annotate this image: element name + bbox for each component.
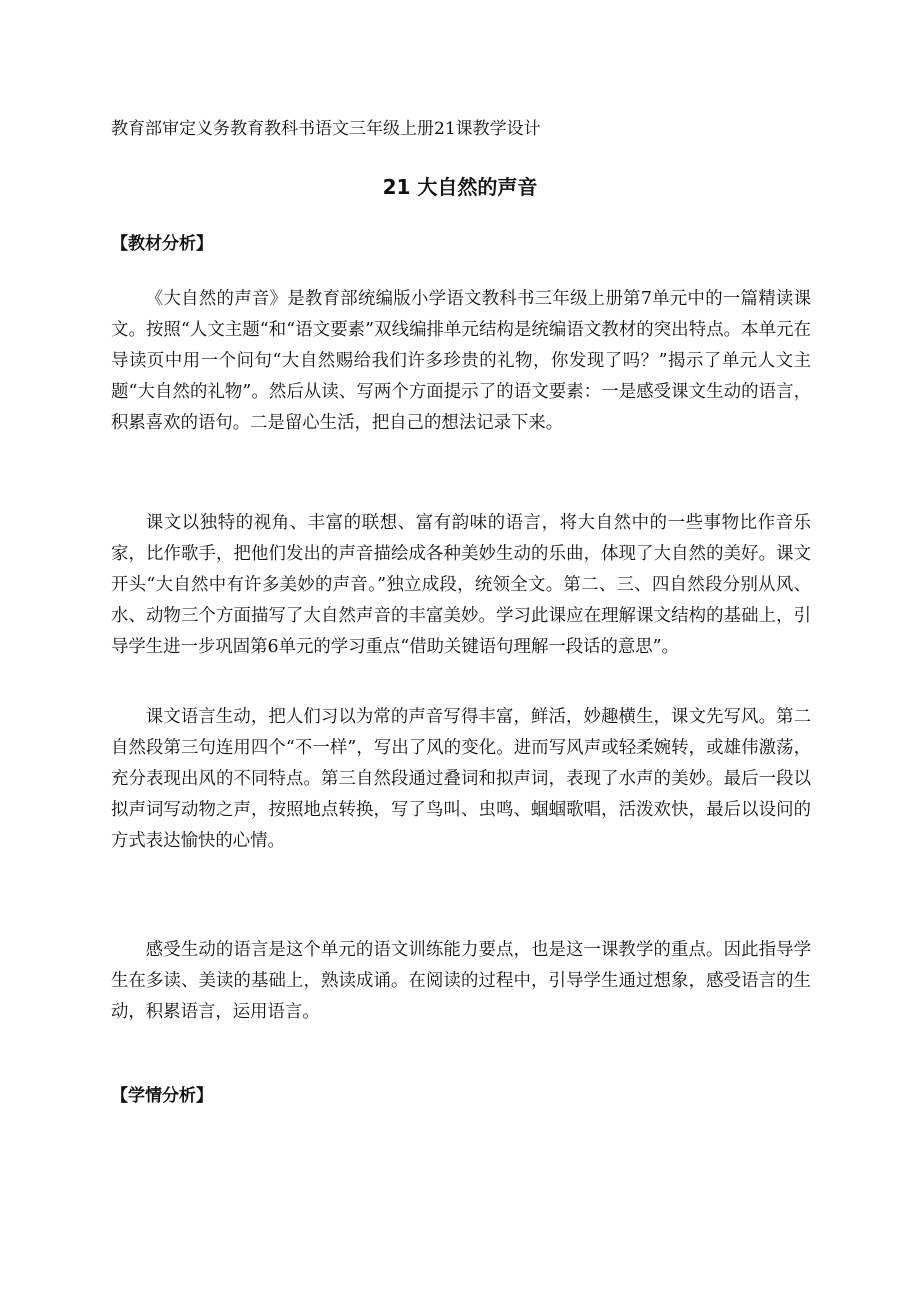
document-header-line: 教育部审定义务教育教科书语文三年级上册21课教学设计 (111, 119, 541, 139)
section-heading-textbook-analysis: 【教材分析】 (111, 234, 213, 254)
paragraph: 课文语言生动，把人们习以为常的声音写得丰富，鲜活，妙趣横生，课文先写风。第二自然段第三句连用四个“不一样”，写出了风的变化。进而写风声或轻柔婉转，或雄伟激荡，充分表现出风的不同特点。第三自然段通过叠词和拟声词，表现了水声的美妙。最后一段以拟声词写动物之声，按照地点转换，写了鸟叫、虫鸣、蝈蝈歌唱，活泼欢快，最后以设问的方式表达愉快的心情。 (111, 707, 811, 851)
paragraph: 《大自然的声音》是教育部统编版小学语文教科书三年级上册第7单元中的一篇精读课文。按照“人文主题“和“语文要素”双线编排单元结构是统编语文教材的突出特点。本单元在导读页中用一个问句“大自然赐给我们许多珍贵的礼物，你发现了吗？”揭示了单元人文主题“大自然的礼物”。然后从读、写两个方面提示了的语文要素：一是感受课文生动的语言，积累喜欢的语句。二是留心生活，把自己的想法记录下来。 (111, 289, 811, 433)
lesson-title: 21 大自然的声音 (382, 175, 538, 199)
paragraph: 感受生动的语言是这个单元的语文训练能力要点，也是这一课教学的重点。因此指导学生在多读、美读的基础上，熟读成诵。在阅读的过程中，引导学生通过想象，感受语言的生动，积累语言，运用语言。 (111, 940, 811, 1022)
section-heading-student-analysis: 【学情分析】 (111, 1086, 213, 1106)
paragraph: 课文以独特的视角、丰富的联想、富有韵味的语言，将大自然中的一些事物比作音乐家，比作歌手，把他们发出的声音描绘成各种美妙生动的乐曲，体现了大自然的美好。课文开头“大自然中有许多美妙的声音。”独立成段，统领全文。第二、三、四自然段分别从风、水、动物三个方面描写了大自然声音的丰富美妙。学习此课应在理解课文结构的基础上，引导学生进一步巩固第6单元的学习重点“借助关键语句理解一段话的意思”。 (111, 513, 811, 657)
